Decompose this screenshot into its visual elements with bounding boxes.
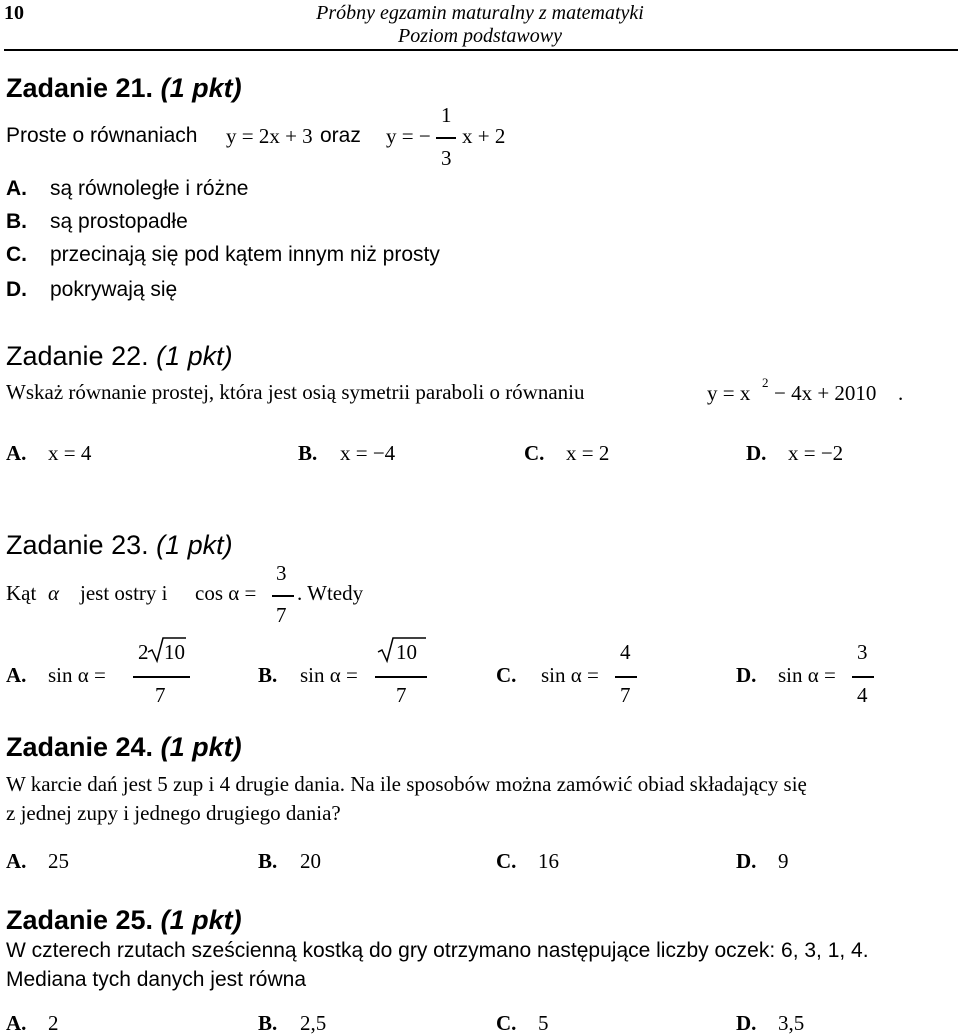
task-25-answer-b: B. 2,5 (258, 1011, 327, 1035)
task-22-equation-end: . (898, 381, 904, 405)
task-23-answer-b-letter: B. (258, 663, 278, 687)
page-number: 10 (4, 2, 24, 24)
task-24-answer-c: C. 16 (496, 849, 559, 873)
task-21-answer-a: A. są równoległe i różne (6, 177, 249, 200)
task-25-question-line2: Mediana tych danych jest równa (6, 968, 306, 991)
task-23-answer-c-fraction-bar (615, 676, 637, 678)
task-23-cos-numerator: 3 (276, 561, 287, 585)
task-23-answer-b-radicand: 10 (396, 640, 417, 664)
task-21-answer-b: B. są prostopadłe (6, 210, 188, 233)
header-rule (4, 49, 958, 51)
task-23-answer-a-coef: 2 (138, 640, 149, 664)
task-21-eq1: y = 2x + 3 (226, 124, 313, 148)
task-23-answer-b-denominator: 7 (396, 683, 407, 707)
task-23-cos-denominator: 7 (276, 603, 287, 627)
task-23-question-pre: Kąt (6, 581, 37, 605)
task-21-answer-c: C. przecinają się pod kątem innym niż prosty (6, 243, 440, 266)
exam-title: Próbny egzamin maturalny z matematyki (316, 2, 644, 24)
exam-level: Poziom podstawowy (398, 25, 562, 47)
task-23-answer-a-fraction-bar (133, 676, 190, 678)
task-23-question-end: . Wtedy (297, 581, 364, 605)
task-23-answer-d-lhs: sin α = (778, 663, 836, 687)
task-22-title: Zadanie 22. (1 pkt) (6, 341, 233, 371)
task-23-answer-c-letter: C. (496, 663, 517, 687)
task-25-title: Zadanie 25. (1 pkt) (6, 905, 242, 935)
task-22-answer-b: B. x = −4 (298, 441, 396, 465)
task-21-connector: oraz (320, 124, 361, 147)
task-21-answer-d: D. pokrywają się (6, 278, 178, 301)
task-23-answer-c-numerator: 4 (620, 640, 631, 664)
task-23-question-mid: jest ostry i (80, 581, 168, 605)
task-21-eq2-rest: x + 2 (462, 124, 506, 148)
task-22-answer-c: C. x = 2 (524, 441, 610, 465)
task-22-equation-exponent: 2 (762, 375, 769, 390)
task-24-answer-d: D. 9 (736, 849, 789, 873)
task-23-answer-a-letter: A. (6, 663, 27, 687)
task-23-answer-b-fraction-bar (375, 676, 427, 678)
task-23-answer-c-lhs: sin α = (541, 663, 599, 687)
task-21-title: Zadanie 21. (1 pkt) (6, 73, 242, 103)
task-23-answer-d-fraction-bar (852, 676, 874, 678)
task-22-equation-rest: − 4x + 2010 (774, 381, 877, 405)
task-23-answer-c-denominator: 7 (620, 683, 631, 707)
task-24-question-line2: z jednej zupy i jednego drugiego dania? (6, 801, 341, 825)
task-22-answer-d: D. x = −2 (746, 441, 844, 465)
task-24-question-line1: W karcie dań jest 5 zup i 4 drugie dania. Na ile sposobów można zamówić obiad składający się (6, 772, 807, 796)
task-23-alpha: α (48, 581, 60, 605)
task-23-cos-expr: cos α = (195, 581, 257, 605)
task-25-question-line1: W czterech rzutach sześcienną kostką do gry otrzymano następujące liczby oczek: 6, 3, 1, 4. (6, 939, 869, 962)
task-23-answer-a-radicand: 10 (164, 640, 185, 664)
task-22-answer-a: A. x = 4 (6, 441, 92, 465)
task-25-answer-c: C. 5 (496, 1011, 549, 1035)
task-22-equation-lhs: y = x (707, 381, 751, 405)
task-23-answer-b-lhs: sin α = (300, 663, 358, 687)
task-23-answer-d-numerator: 3 (857, 640, 868, 664)
task-21-fraction-bar (436, 137, 456, 139)
task-22-question: Wskaż równanie prostej, która jest osią symetrii paraboli o równaniu (6, 380, 585, 404)
task-23-cos-fraction-bar (272, 595, 294, 597)
task-21-eq2-numerator: 1 (441, 103, 452, 127)
task-23-answer-a-lhs: sin α = (48, 663, 106, 687)
task-24-title: Zadanie 24. (1 pkt) (6, 732, 242, 762)
task-21-question: Proste o równaniach (6, 124, 198, 147)
task-23-answer-d-denominator: 4 (857, 683, 868, 707)
task-24-answer-a: A. 25 (6, 849, 69, 873)
task-25-answer-d: D. 3,5 (736, 1011, 805, 1035)
task-25-answer-a: A. 2 (6, 1011, 59, 1035)
task-23-answer-a-denominator: 7 (155, 683, 166, 707)
task-23-title: Zadanie 23. (1 pkt) (6, 530, 233, 560)
task-23-answer-d-letter: D. (736, 663, 757, 687)
task-24-answer-b: B. 20 (258, 849, 321, 873)
task-21-eq2-denominator: 3 (441, 146, 452, 170)
task-21-eq2-lhs: y = − (386, 124, 431, 148)
